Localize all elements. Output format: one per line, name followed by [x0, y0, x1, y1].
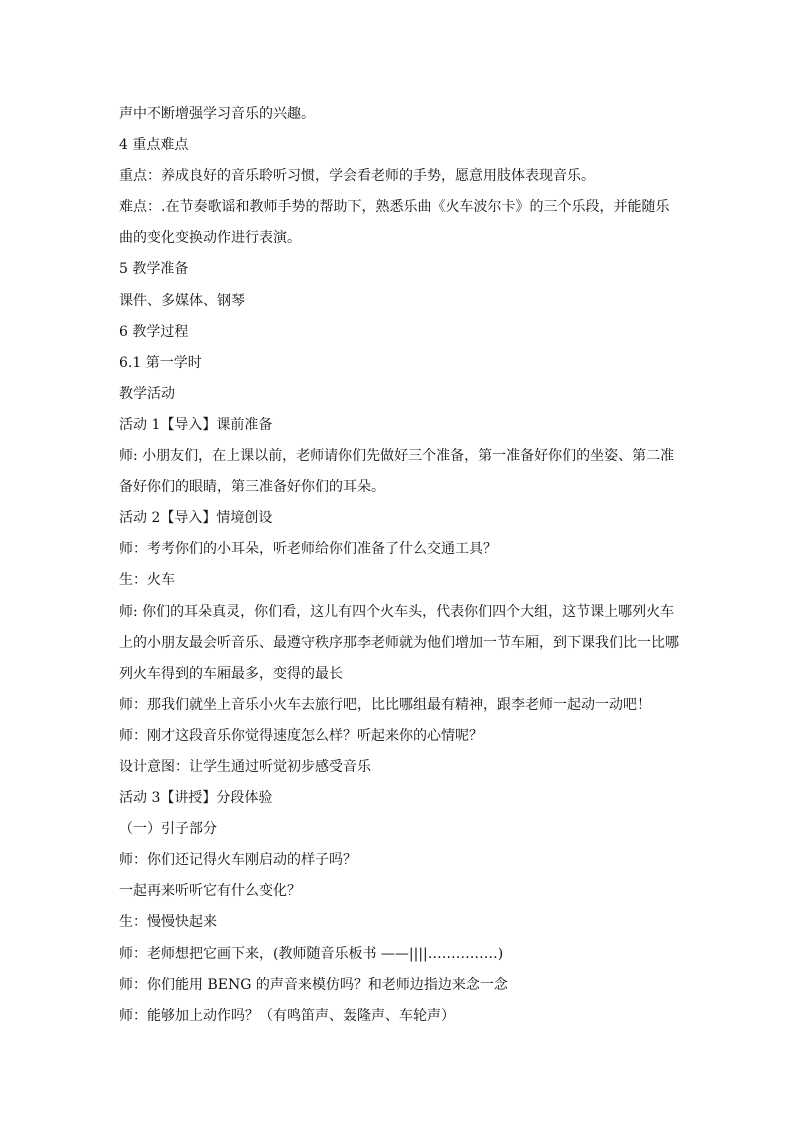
- section-heading: 6 教学过程: [119, 323, 189, 340]
- text-line: 曲的变化变换动作进行表演。: [119, 230, 301, 247]
- text-line: 师：那我们就坐上音乐小火车去旅行吧，比比哪组最有精神，跟李老师一起动一动吧！: [119, 696, 651, 713]
- text-line: 教学活动: [119, 385, 175, 402]
- section-heading: 5 教学准备: [119, 261, 189, 278]
- text-line: 师：老师想把它画下来，(教师随音乐板书 ——||||……………): [119, 945, 504, 962]
- text-line: 师：考考你们的小耳朵，听老师给你们准备了什么交通工具？: [119, 541, 497, 558]
- text-line: 师：你们能用 BENG 的声音来模仿吗？和老师边指边来念一念: [119, 976, 508, 993]
- text-line: 师: 你们的耳朵真灵，你们看，这儿有四个火车头，代表你们四个大组，这节课上哪列火车: [119, 603, 675, 620]
- section-heading: 4 重点难点: [119, 137, 189, 154]
- text-line: 列火车得到的车厢最多，变得的最长: [119, 665, 343, 682]
- document-page: [119, 99, 689, 1032]
- text-line: 上的小朋友最会听音乐、最遵守秩序那李老师就为他们增加一节车厢，到下课我们比一比哪: [119, 634, 679, 651]
- text-line: 备好你们的眼睛，第三准备好你们的耳朵。: [119, 479, 385, 496]
- text-line: 设计意图：让学生通过听觉初步感受音乐: [119, 758, 371, 775]
- text-line: 难点：.在节奏歌谣和教师手势的帮助下，熟悉乐曲《火车波尔卡》的三个乐段，并能随乐: [119, 199, 670, 216]
- text-line: 师：能够加上动作吗？（有鸣笛声、轰隆声、车轮声）: [119, 1007, 455, 1024]
- activity-heading: 活动 3【讲授】分段体验: [119, 790, 273, 807]
- text-line: 师：你们还记得火车刚启动的样子吗？: [119, 852, 357, 869]
- text-line: 师：刚才这段音乐你觉得速度怎么样？听起来你的心情呢？: [119, 727, 483, 744]
- activity-heading: 活动 1【导入】课前准备: [119, 416, 273, 433]
- text-line: 声中不断增强学习音乐的兴趣。: [119, 106, 315, 122]
- text-line: （一）引子部分: [119, 821, 217, 838]
- text-line: 生：慢慢快起来: [119, 914, 217, 931]
- text-line: 一起再来听听它有什么变化？: [119, 883, 301, 900]
- text-line: 生：火车: [119, 572, 175, 589]
- subsection-heading: 6.1 第一学时: [119, 354, 202, 371]
- text-line: 课件、多媒体、钢琴: [119, 292, 245, 309]
- text-line: 师: 小朋友们，在上课以前，老师请你们先做好三个准备，第一准备好你们的坐姿、第二准: [119, 448, 675, 465]
- activity-heading: 活动 2【导入】情境创设: [119, 510, 273, 527]
- text-line: 重点：养成良好的音乐聆听习惯，学会看老师的手势，愿意用肢体表现音乐。: [119, 168, 595, 185]
